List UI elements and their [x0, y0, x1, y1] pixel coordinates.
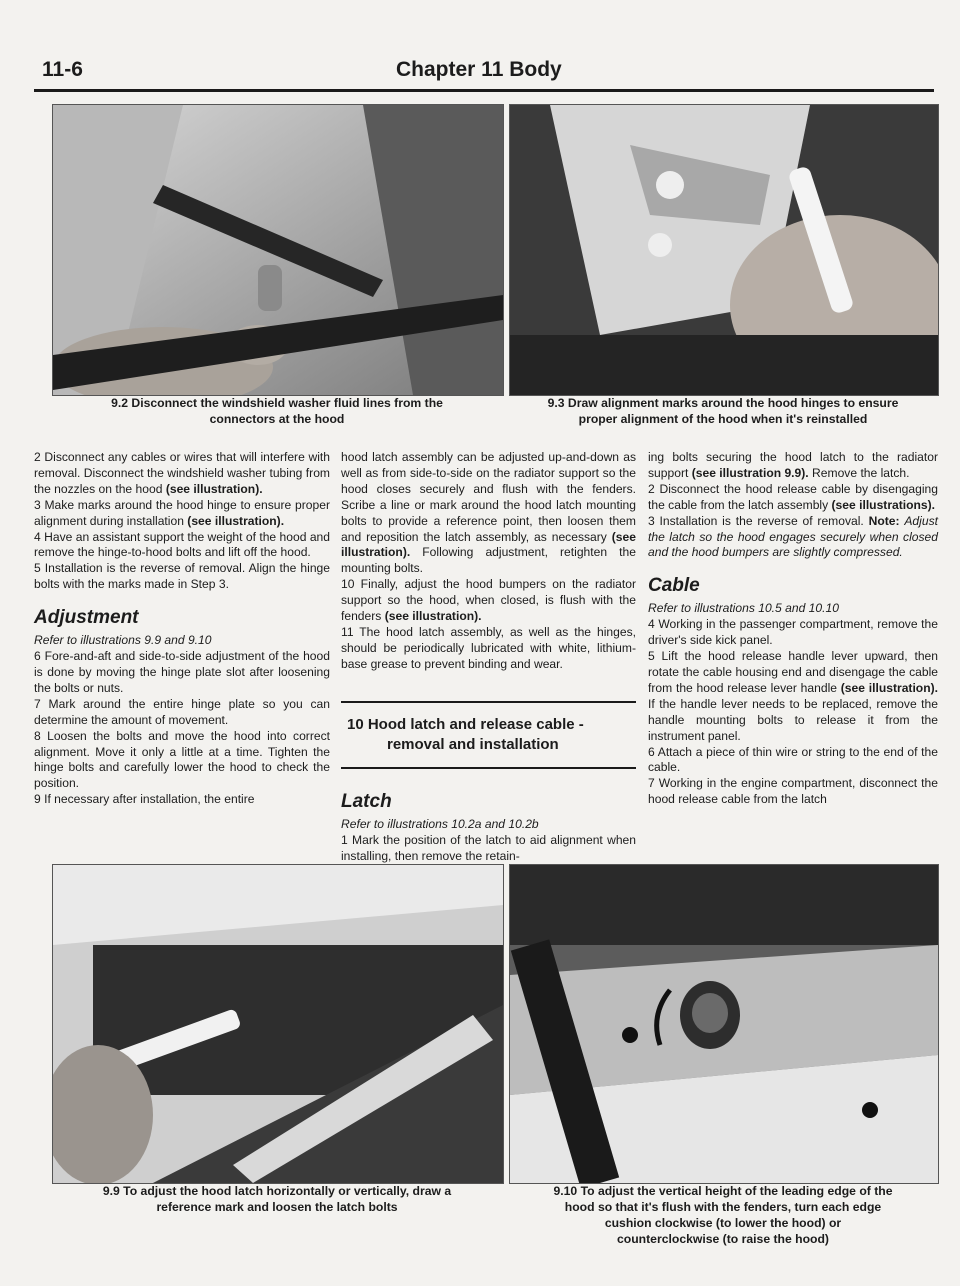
caption-9-2: 9.2 Disconnect the windshield washer fluid lines from the connectors at the hood	[111, 396, 443, 426]
paragraph: 5 Installation is the reverse of removal. Align the hinge bolts with the marks made in Step 3.	[34, 561, 330, 592]
section-rule-top	[341, 701, 636, 703]
caption-9-3: 9.3 Draw alignment marks around the hood hinges to ensure proper alignment of the hood when it's reinstalled	[547, 396, 899, 426]
page-number: 11-6	[42, 58, 83, 81]
paragraph: 8 Loosen the bolts and move the hood into correct alignment. Move it only a little at a time. Tighten the hinge bolts and carefully lower the hood to check the position.	[34, 728, 330, 791]
paragraph: 9 If necessary after installation, the entire	[34, 792, 255, 807]
paragraph: 1 Mark the position of the latch to aid alignment when installing, then remove the retain-	[341, 832, 636, 863]
caption-9-9: 9.9 To adjust the hood latch horizontally or vertically, draw a reference mark and loosen the latch bolts	[102, 1184, 452, 1214]
chapter-title: Chapter 11 Body	[396, 58, 562, 81]
paragraph: 6 Attach a piece of thin wire or string to the end of the cable.	[648, 744, 938, 775]
paragraph: 10 Finally, adjust the hood bumpers on the radiator support so the hood, when closed, is flush with the fenders (see illustration).	[341, 577, 636, 624]
paragraph: 11 The hood latch assembly, as well as the hinges, should be periodically lubricated with white, lithium-base grease to prevent binding and wear.	[341, 624, 636, 671]
text-column-1	[34, 450, 330, 808]
photo-9-2	[52, 104, 504, 396]
photo-9-10	[509, 864, 939, 1184]
paragraph: ing bolts securing the hood latch to the radiator support (see illustration 9.9). Remove the latch.	[648, 450, 938, 480]
photo-9-3	[509, 104, 939, 396]
page-header	[34, 58, 934, 92]
caption-9-10: 9.10 To adjust the vertical height of the leading edge of the hood so that it's flush with the fenders, turn each edge cushion clockwise (to lower the hood) or counterclockwise (to raise the hood)	[553, 1184, 893, 1246]
subheading-cable: Cable	[648, 575, 700, 597]
paragraph: hood latch assembly can be adjusted up-and-down as well as from side-to-side on the radiator support so the hood closes securely and flush with the fenders. Scribe a line or mark around the hood latch mounting bolts to provide a reference point, then loosen them and reposition the latch assembly, as necessary (see illustration). Following adjustment, retighten the mounting bolts.	[341, 450, 636, 576]
paragraph: 7 Working in the engine compartment, disconnect the hood release cable from the latch	[648, 776, 938, 807]
paragraph: 3 Make marks around the hood hinge to ensure proper alignment during installation (see illustration).	[34, 497, 330, 528]
text-column-3	[648, 450, 938, 808]
header-rule	[34, 89, 934, 92]
text-column-2	[341, 450, 636, 864]
refer-line: Refer to illustrations 10.2a and 10.2b	[341, 816, 539, 831]
paragraph: 2 Disconnect the hood release cable by disengaging the cable from the latch assembly (see illustrations).	[648, 481, 938, 512]
refer-line: Refer to illustrations 10.5 and 10.10	[648, 601, 839, 616]
paragraph: 2 Disconnect any cables or wires that will interfere with removal. Disconnect the windshield washer tubing from the nozzles on the hood (see illustration).	[34, 450, 330, 496]
subheading-latch: Latch	[341, 790, 392, 812]
paragraph: 5 Lift the hood release handle lever upward, then rotate the cable housing end and disengage the cable from the hood release lever handle (see illustration). If the handle lever needs to be replaced, remove the handle mounting bolts to release it from the instrument panel.	[648, 649, 938, 743]
paragraph: 7 Mark around the entire hinge plate so you can determine the amount of movement.	[34, 696, 330, 727]
section-heading: 10 Hood latch and release cable - removal and installation	[347, 715, 584, 753]
paragraph: 4 Working in the passenger compartment, remove the driver's side kick panel.	[648, 617, 938, 648]
section-rule-bottom	[341, 767, 636, 769]
subheading-adjustment: Adjustment	[34, 607, 139, 629]
paragraph: 6 Fore-and-aft and side-to-side adjustment of the hood is done by moving the hinge plate slot after loosening the bolts or nuts.	[34, 649, 330, 695]
paragraph: 3 Installation is the reverse of removal. Note: Adjust the latch so the hood engages securely when closed and the hood bumpers are slightly compressed.	[648, 513, 938, 560]
photo-9-9	[52, 864, 504, 1184]
paragraph: 4 Have an assistant support the weight of the hood and remove the hinge-to-hood bolts and lift off the hood.	[34, 529, 330, 560]
refer-line: Refer to illustrations 9.9 and 9.10	[34, 633, 212, 648]
